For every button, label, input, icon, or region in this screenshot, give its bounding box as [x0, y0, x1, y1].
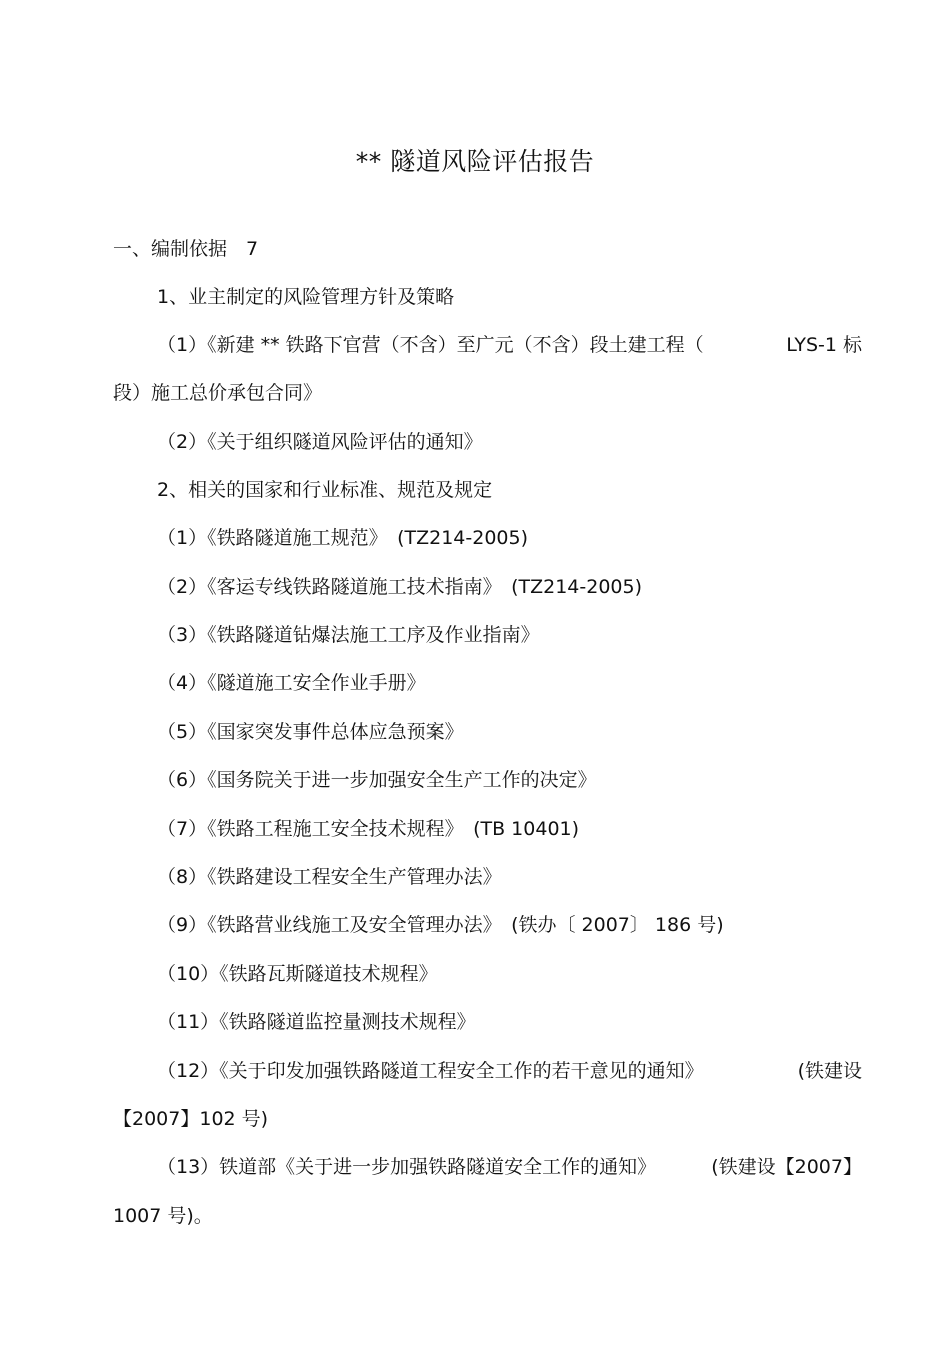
paragraph-1-tail: LYS-1 标 [786, 334, 862, 356]
standard-item-8: （8）《铁路建设工程安全生产管理办法》 [157, 866, 502, 888]
standard-item-3: （3）《铁路隧道钻爆法施工工序及作业指南》 [157, 624, 540, 646]
standard-item-12-line-2: 【2007】102 号) [113, 1108, 269, 1130]
standard-item-4: （4）《隧道施工安全作业手册》 [157, 672, 426, 694]
standard-item-1: （1）《铁路隧道施工规范》 (TZ214-2005) [157, 527, 529, 549]
standard-item-13-line-1 [157, 1153, 862, 1181]
standard-item-2: （2）《客运专线铁路隧道施工技术指南》 (TZ214-2005) [157, 576, 643, 598]
paragraph-2: （2）《关于组织隧道风险评估的通知》 [157, 431, 483, 453]
standard-item-11: （11）《铁路隧道监控量测技术规程》 [157, 1011, 476, 1033]
standard-item-5: （5）《国家突发事件总体应急预案》 [157, 721, 464, 743]
paragraph-1-line-2: 段）施工总价承包合同》 [113, 382, 323, 404]
standard-item-13-text: （13）铁道部《关于进一步加强铁路隧道安全工作的通知》 [157, 1156, 657, 1178]
standard-item-9: （9）《铁路营业线施工及安全管理办法》 (铁办〔 2007〕 186 号) [157, 914, 724, 936]
standard-item-7: （7）《铁路工程施工安全技术规程》 (TB 10401) [157, 818, 580, 840]
standard-item-12-text: （12）《关于印发加强铁路隧道工程安全工作的若干意见的通知》 [157, 1060, 704, 1082]
paragraph-1-text: （1）《新建 ** 铁路下官营（不含）至广元（不含）段土建工程（ [157, 334, 704, 356]
standard-item-10: （10）《铁路瓦斯隧道技术规程》 [157, 963, 438, 985]
standard-item-12-line-1 [157, 1057, 862, 1085]
standard-item-6: （6）《国务院关于进一步加强安全生产工作的决定》 [157, 769, 597, 791]
section-heading: 一、编制依据 7 [113, 238, 259, 260]
standard-item-12-tail: (铁建设 [797, 1060, 862, 1082]
standard-item-13-tail: (铁建设【2007】 [711, 1156, 862, 1178]
subsection-heading-1: 1、业主制定的风险管理方针及策略 [157, 286, 455, 308]
subsection-heading-2: 2、相关的国家和行业标准、规范及规定 [157, 479, 493, 501]
paragraph-1-line-1 [157, 331, 862, 359]
standard-item-13-line-2: 1007 号)。 [113, 1205, 213, 1227]
document-title: ** 隧道风险评估报告 [355, 147, 595, 176]
